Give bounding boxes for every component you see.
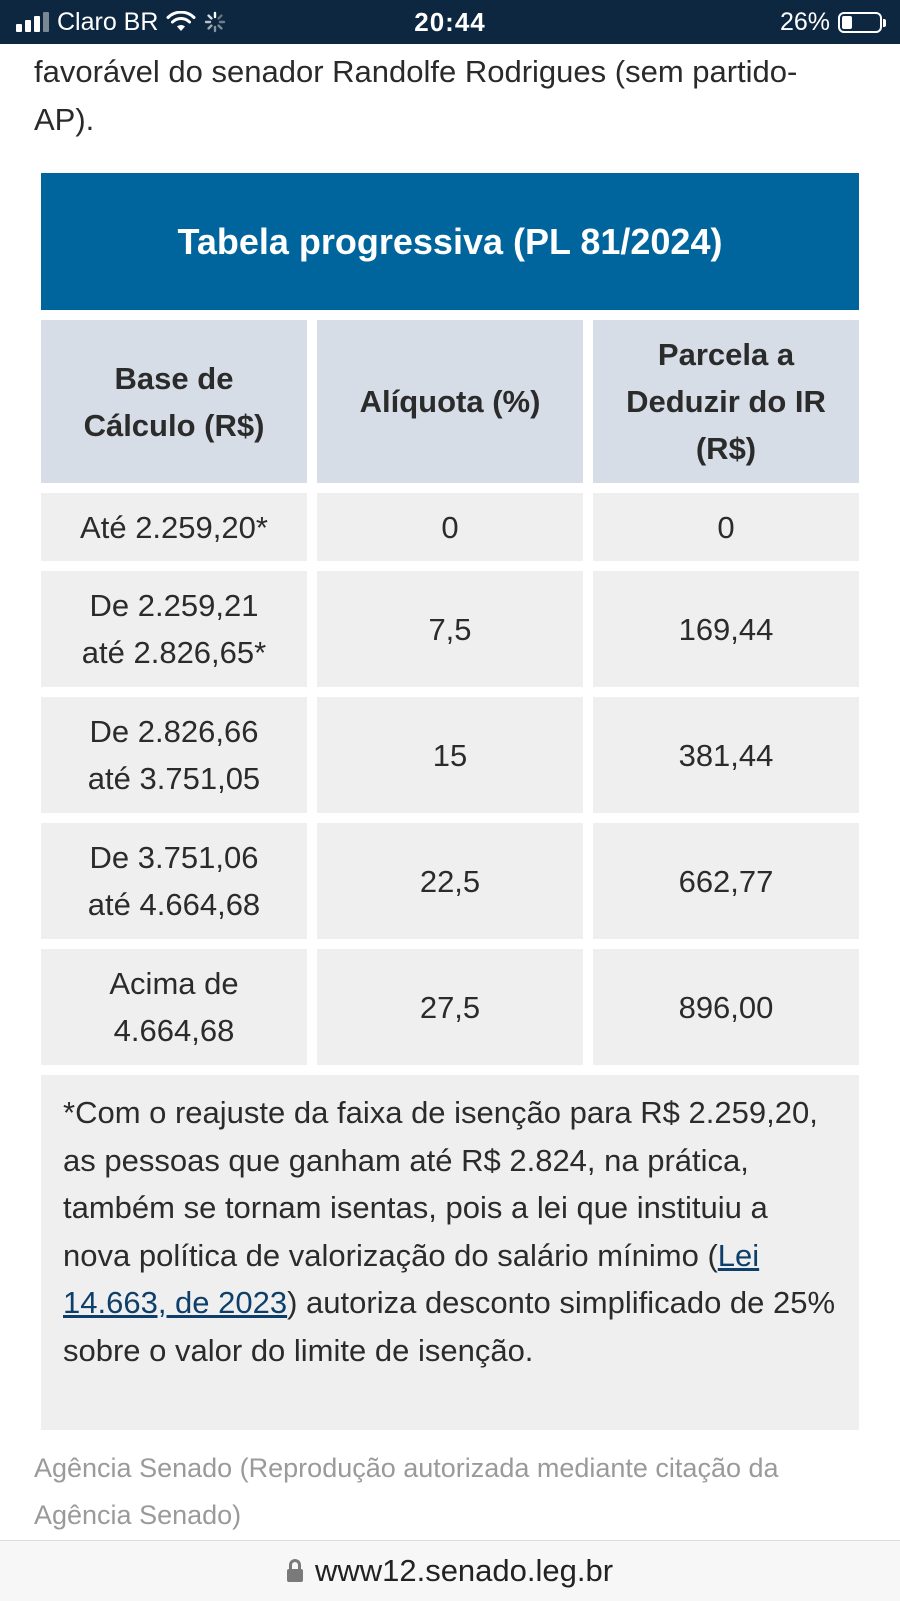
table-title: Tabela progressiva (PL 81/2024) [41,173,859,310]
table-cell [41,697,307,813]
table-cell [41,949,307,1065]
tax-table [41,173,859,1430]
url-text[interactable]: www12.senado.leg.br [314,1553,614,1588]
cell-text: De 2.826,66 até 3.751,05 [87,714,261,796]
table-cell: 0 [593,493,859,561]
table-footnote [41,1075,859,1430]
table-cell: 0 [317,493,583,561]
status-right [780,8,882,36]
cell-text: De 2.259,21 até 2.826,65* [81,588,267,670]
clock: 20:44 [414,7,486,37]
header-label: Alíquota (%) [359,384,541,419]
table-cell: 662,77 [593,823,859,939]
table-cell: 896,00 [593,949,859,1065]
footnote-text-after: ) autoriza desconto simplificado de 25% sobre o valor do limite de isenção. [63,1285,836,1368]
address-bar[interactable] [0,1540,900,1601]
table-cell [41,823,307,939]
header-base-calculo [41,320,307,483]
table-cell: 22,5 [317,823,583,939]
carrier-label: Claro BR [57,7,159,36]
cell-text: De 3.751,06 até 4.664,68 [87,840,261,922]
battery-icon [838,12,882,33]
table-cell: Até 2.259,20* [41,493,307,561]
table-cell: 169,44 [593,571,859,687]
header-aliquota [317,320,583,483]
article-intro-text: favorável do senador Randolfe Rodrigues (sem partido-AP). [34,54,798,137]
cell-text: Acima de 4.664,68 [109,966,239,1048]
table-grid [41,320,859,1065]
header-parcela [593,320,859,483]
image-credit: Agência Senado (Reprodução autorizada mediante citação da Agência Senado) [34,1453,779,1530]
battery-percent: 26% [779,7,830,36]
footnote-text-before: *Com o reajuste da faixa de isenção para R$ 2.259,20, as pessoas que ganham até R$ 2.824, na prática, também se tornam isentas, pois a lei que instituiu a nova política de valorização do salário mínimo ( [63,1095,818,1273]
table-cell: 7,5 [317,571,583,687]
lock-icon [287,1559,303,1583]
header-label: Base de Cálculo (R$) [83,360,265,443]
header-label: Parcela a Deduzir do IR (R$) [626,337,826,466]
lei-14663-link[interactable]: Lei 14.663, de 2023 [63,1237,760,1320]
table-cell: 15 [317,697,583,813]
table-cell: 27,5 [317,949,583,1065]
table-cell [41,571,307,687]
status-bar [0,0,900,44]
table-cell: 381,44 [593,697,859,813]
